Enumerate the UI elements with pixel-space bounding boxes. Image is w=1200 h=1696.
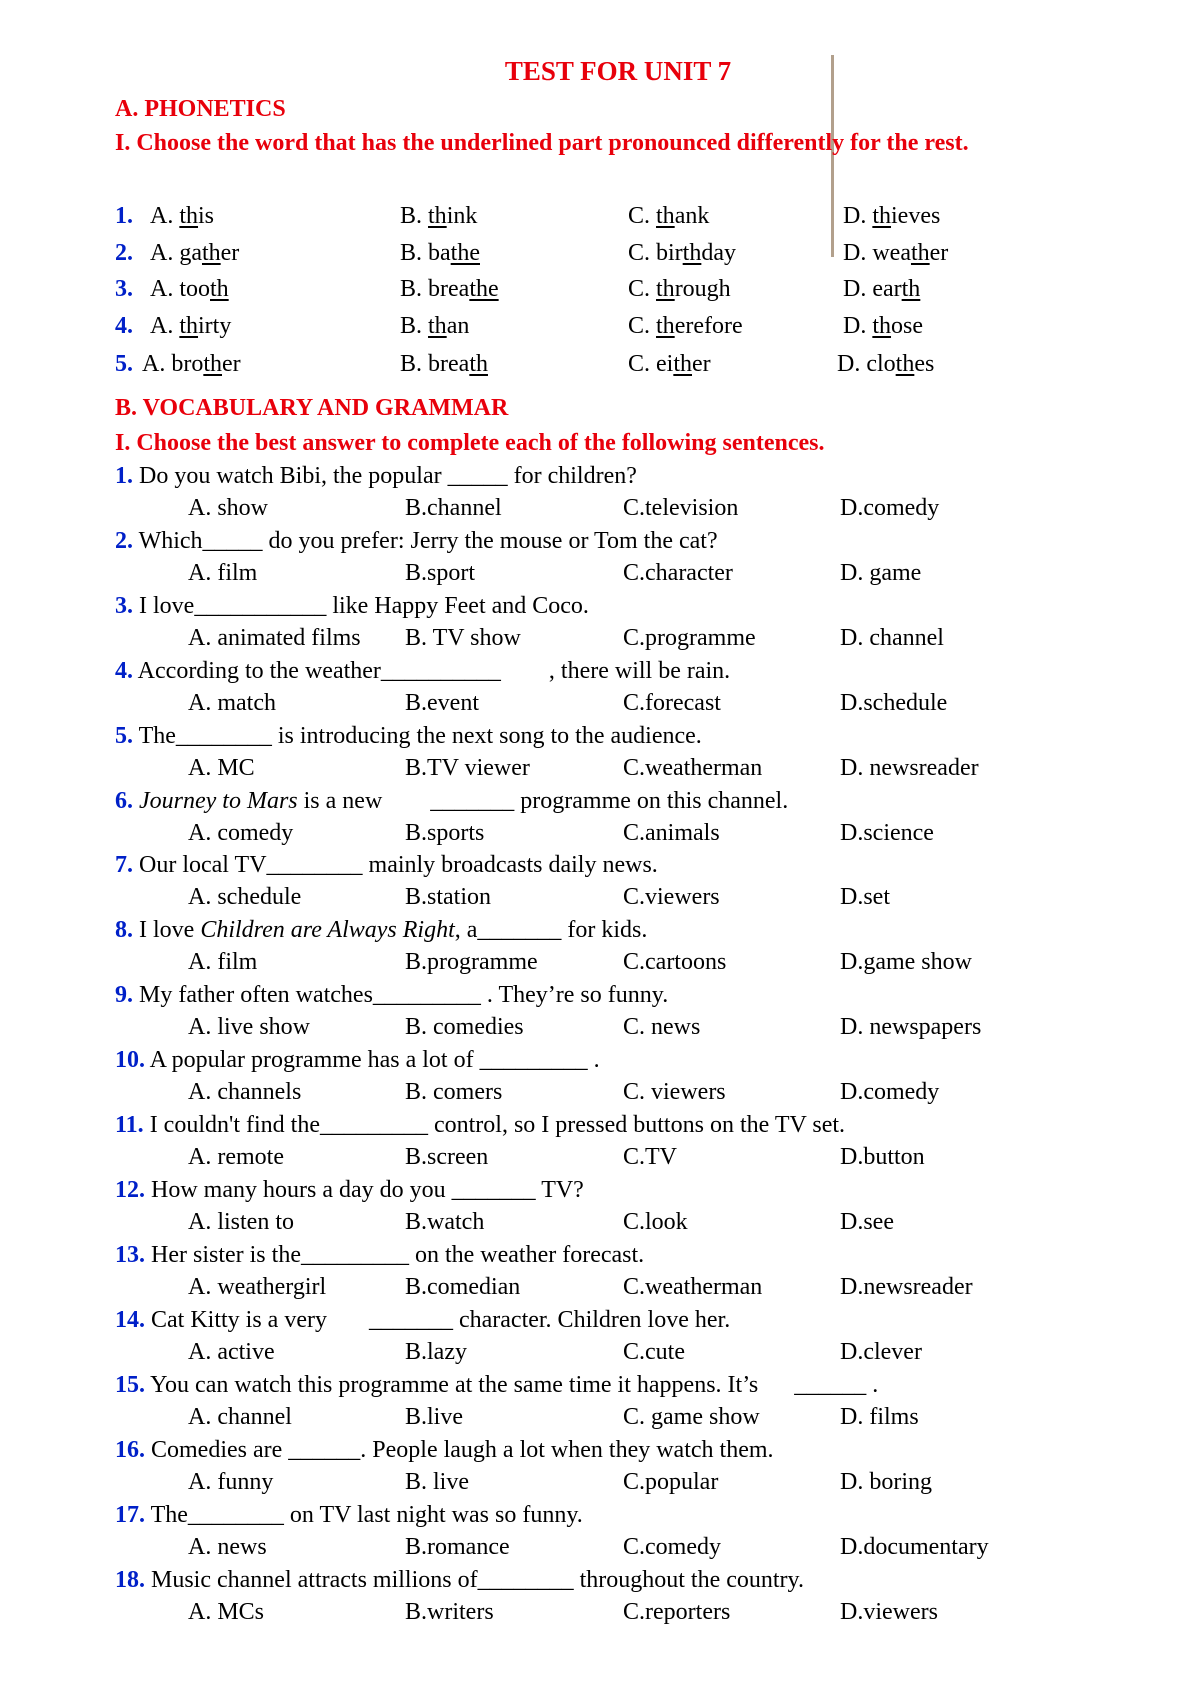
section-a-instruction: I. Choose the word that has the underlined part pronounced differently for the rest.	[115, 130, 969, 156]
question-number: 2.	[115, 240, 133, 266]
answer-option: A. comedy	[188, 820, 294, 846]
answer-option: D.schedule	[840, 690, 948, 716]
option-a: A. gather	[150, 240, 240, 266]
answer-option: A. news	[188, 1534, 267, 1560]
question-number: 15.	[115, 1372, 145, 1398]
question-number: 16.	[115, 1437, 145, 1463]
underlined-sound: th	[656, 276, 675, 302]
question-text: 4. According to the weather__________ , there will be rain.	[115, 658, 731, 684]
question-text: 6. Journey to Mars is a new _______ programme on this channel.	[115, 788, 789, 814]
answer-option: D.documentary	[840, 1534, 989, 1560]
answer-option: D. newsreader	[840, 755, 979, 781]
underlined-sound: th	[872, 313, 892, 339]
question-number: 11.	[115, 1112, 144, 1138]
answer-option: C.cute	[623, 1339, 685, 1365]
answer-option: A. film	[188, 560, 258, 586]
underlined-sound: th	[910, 240, 930, 266]
question-number: 1.	[115, 203, 133, 229]
answer-option: A. live show	[188, 1014, 310, 1040]
underlined-sound: th	[656, 313, 675, 339]
question-number: 9.	[115, 982, 133, 1008]
page-title: TEST FOR UNIT 7	[504, 56, 732, 86]
answer-option: D.set	[840, 884, 890, 910]
question-number: 10.	[115, 1047, 145, 1073]
underlined-sound: th	[210, 276, 229, 302]
answer-option: B.channel	[405, 495, 502, 521]
answer-option: B.event	[405, 690, 479, 716]
underlined-sound: th	[895, 351, 915, 377]
question-number: 7.	[115, 852, 133, 878]
question-text: 9. My father often watches_________ . They’re so funny.	[115, 982, 669, 1008]
answer-option: C.reporters	[623, 1599, 731, 1625]
answer-option: C.weatherman	[623, 1274, 763, 1300]
answer-option: C.TV	[623, 1144, 677, 1170]
phonetics-row	[0, 276, 1200, 310]
phonetics-row	[0, 240, 1200, 274]
option-d: D. thieves	[843, 203, 941, 229]
answer-option: A. channel	[188, 1404, 292, 1430]
answer-option: C.look	[623, 1209, 688, 1235]
option-c: C. either	[628, 351, 711, 377]
option-b: B. think	[400, 203, 478, 229]
question-text: 13. Her sister is the_________ on the weather forecast.	[115, 1242, 645, 1268]
answer-option: B. TV show	[405, 625, 521, 651]
answer-option: C.programme	[623, 625, 756, 651]
question-number: 3.	[115, 593, 133, 619]
question-text: 1. Do you watch Bibi, the popular _____ for children?	[115, 463, 637, 489]
answer-option: B.sport	[405, 560, 476, 586]
answer-option: A. MC	[188, 755, 255, 781]
question-text: 5. The________ is introducing the next song to the audience.	[115, 723, 702, 749]
answer-option: A. channels	[188, 1079, 302, 1105]
question-text: 11. I couldn't find the_________ control, so I pressed buttons on the TV set.	[115, 1112, 846, 1138]
underlined-sound: the	[450, 240, 480, 266]
answer-option: D.clever	[840, 1339, 922, 1365]
answer-option: B. live	[405, 1469, 469, 1495]
question-text: 18. Music channel attracts millions of________ throughout the country.	[115, 1567, 804, 1593]
phonetics-row	[0, 313, 1200, 347]
phonetics-row	[0, 203, 1200, 237]
option-a: A. tooth	[150, 276, 229, 302]
underlined-sound: th	[673, 351, 692, 377]
answer-option: D. newspapers	[840, 1014, 982, 1040]
underlined-sound: th	[656, 203, 675, 229]
answer-option: B. comers	[405, 1079, 503, 1105]
option-d: D. those	[843, 313, 924, 339]
answer-option: A. MCs	[188, 1599, 265, 1625]
underlined-sound: th	[682, 240, 702, 266]
answer-option: C.character	[623, 560, 733, 586]
answer-option: C.cartoons	[623, 949, 727, 975]
answer-option: B.writers	[405, 1599, 494, 1625]
option-b: B. than	[400, 313, 470, 339]
underlined-sound: th	[203, 351, 222, 377]
answer-option: A. remote	[188, 1144, 284, 1170]
question-text: 7. Our local TV________ mainly broadcasts daily news.	[115, 852, 658, 878]
option-b: B. breath	[400, 351, 488, 377]
answer-option: B.comedian	[405, 1274, 521, 1300]
question-text: 16. Comedies are ______. People laugh a lot when they watch them.	[115, 1437, 774, 1463]
answer-option: D.game show	[840, 949, 972, 975]
answer-option: D. channel	[840, 625, 944, 651]
option-b: B. bathe	[400, 240, 480, 266]
question-number: 8.	[115, 917, 133, 943]
answer-option: B.live	[405, 1404, 463, 1430]
question-text: 15. You can watch this programme at the same time it happens. It’s ______ .	[115, 1372, 879, 1398]
answer-option: A. funny	[188, 1469, 274, 1495]
answer-option: C.forecast	[623, 690, 721, 716]
answer-option: B.TV viewer	[405, 755, 530, 781]
answer-option: A. schedule	[188, 884, 302, 910]
section-b-instruction: I. Choose the best answer to complete each of the following sentences.	[115, 430, 825, 456]
option-d: D. earth	[843, 276, 921, 302]
answer-option: C. news	[623, 1014, 701, 1040]
answer-option: B.screen	[405, 1144, 489, 1170]
underlined-sound: th	[872, 203, 892, 229]
answer-option: C.comedy	[623, 1534, 721, 1560]
underlined-sound: th	[179, 203, 199, 229]
question-text: 3. I love___________ like Happy Feet and Coco.	[115, 593, 589, 619]
answer-option: A. show	[188, 495, 269, 521]
answer-option: A. active	[188, 1339, 275, 1365]
question-number: 1.	[115, 463, 133, 489]
question-number: 2.	[115, 528, 133, 554]
question-number: 6.	[115, 788, 133, 814]
question-number: 5.	[115, 723, 133, 749]
answer-option: C.viewers	[623, 884, 720, 910]
section-a-heading: A. PHONETICS	[115, 96, 286, 122]
question-number: 18.	[115, 1567, 145, 1593]
answer-option: B.programme	[405, 949, 538, 975]
question-number: 4.	[115, 658, 133, 684]
underlined-sound: th	[179, 313, 199, 339]
underlined-sound: th	[428, 203, 447, 229]
answer-option: A. animated films	[188, 625, 361, 651]
answer-option: D. boring	[840, 1469, 932, 1495]
answer-option: C. game show	[623, 1404, 760, 1430]
option-a: A. thirty	[150, 313, 232, 339]
answer-option: D.comedy	[840, 1079, 940, 1105]
option-a: A. this	[150, 203, 215, 229]
answer-option: D. game	[840, 560, 922, 586]
option-a: A. brother	[142, 351, 241, 377]
answer-option: C.animals	[623, 820, 720, 846]
answer-option: C. viewers	[623, 1079, 726, 1105]
option-c: C. therefore	[628, 313, 743, 339]
underlined-sound: the	[469, 276, 499, 302]
section-b-heading: B. VOCABULARY AND GRAMMAR	[115, 395, 509, 421]
question-number: 14.	[115, 1307, 145, 1333]
answer-option: D.viewers	[840, 1599, 938, 1625]
question-number: 4.	[115, 313, 133, 339]
phonetics-row	[0, 351, 1200, 385]
answer-option: D.see	[840, 1209, 894, 1235]
answer-option: D.newsreader	[840, 1274, 973, 1300]
answer-option: D.comedy	[840, 495, 940, 521]
answer-option: C.popular	[623, 1469, 719, 1495]
answer-option: B.watch	[405, 1209, 485, 1235]
underlined-sound: th	[428, 313, 447, 339]
question-number: 5.	[115, 351, 133, 377]
answer-option: B.romance	[405, 1534, 510, 1560]
option-c: C. thank	[628, 203, 710, 229]
option-c: C. birthday	[628, 240, 736, 266]
option-d: D. weather	[843, 240, 949, 266]
option-c: C. through	[628, 276, 731, 302]
question-text: 17. The________ on TV last night was so funny.	[115, 1502, 583, 1528]
question-number: 3.	[115, 276, 133, 302]
answer-option: C.television	[623, 495, 739, 521]
question-text: 10. A popular programme has a lot of _________ .	[115, 1047, 600, 1073]
question-text: 8. I love Children are Always Right, a_______ for kids.	[115, 917, 648, 943]
underlined-sound: th	[469, 351, 488, 377]
answer-option: A. match	[188, 690, 276, 716]
answer-option: B. comedies	[405, 1014, 524, 1040]
answer-option: B.sports	[405, 820, 485, 846]
question-text: 2. Which_____ do you prefer: Jerry the mouse or Tom the cat?	[115, 528, 718, 554]
question-number: 17.	[115, 1502, 145, 1528]
answer-option: D. films	[840, 1404, 919, 1430]
question-number: 12.	[115, 1177, 145, 1203]
answer-option: D.button	[840, 1144, 925, 1170]
answer-option: B.station	[405, 884, 492, 910]
answer-option: A. weathergirl	[188, 1274, 327, 1300]
answer-option: C.weatherman	[623, 755, 763, 781]
answer-option: A. film	[188, 949, 258, 975]
question-text: 12. How many hours a day do you _______ TV?	[115, 1177, 584, 1203]
option-b: B. breathe	[400, 276, 499, 302]
answer-option: B.lazy	[405, 1339, 467, 1365]
question-number: 13.	[115, 1242, 145, 1268]
answer-option: D.science	[840, 820, 934, 846]
question-text: 14. Cat Kitty is a very _______ character. Children love her.	[115, 1307, 731, 1333]
underlined-sound: th	[201, 240, 221, 266]
option-d: D. clothes	[837, 351, 935, 377]
answer-option: A. listen to	[188, 1209, 294, 1235]
underlined-sound: th	[901, 276, 921, 302]
